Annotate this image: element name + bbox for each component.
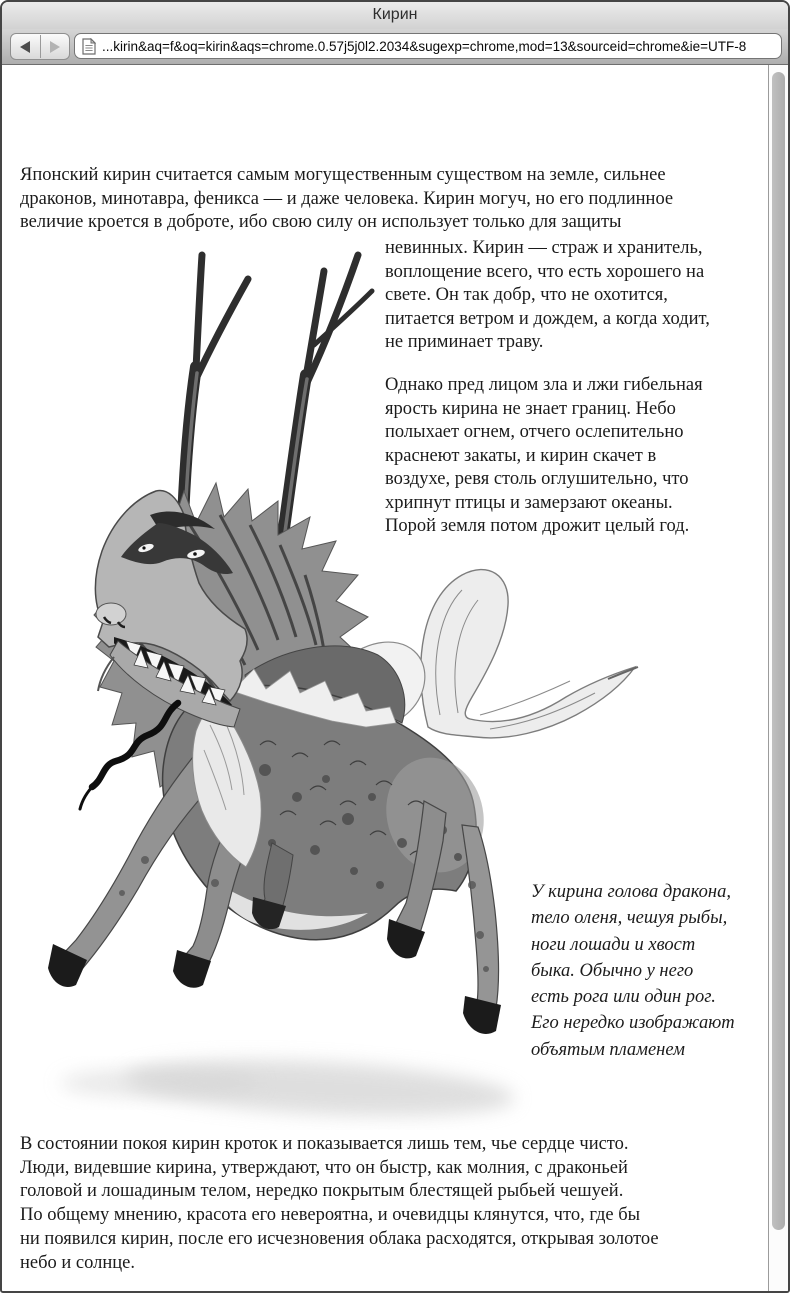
text-line: краснеют закаты, и кирин скачет в bbox=[385, 445, 657, 466]
ground-shadow bbox=[60, 1052, 516, 1124]
text-line: не приминает траву. bbox=[385, 332, 544, 352]
text-line: По общему мнению, красота его невероятна, и очевидцы клянутся, что, где бы bbox=[20, 1205, 641, 1226]
text-line: есть рога или один рог. bbox=[531, 987, 716, 1008]
text-line: драконов, минотавра, феникса — и даже человека. Кирин могуч, но его подлинное bbox=[20, 188, 674, 209]
nav-button-group bbox=[10, 33, 70, 60]
text-line: Порой земля потом дрожит целый год. bbox=[385, 516, 690, 536]
text-line: У кирина голова дракона, bbox=[531, 882, 731, 902]
scrollbar-thumb[interactable] bbox=[772, 72, 785, 1230]
text-line: ни появился кирин, после его исчезновения облака расходятся, открывая золотое bbox=[20, 1228, 659, 1249]
text-line: быка. Обычно у него bbox=[531, 960, 694, 981]
text-line: Люди, видевшие кирина, утверждают, что он быстр, как молния, с драконьей bbox=[20, 1157, 628, 1178]
text-line: питается ветром и дождем, а когда ходит, bbox=[385, 308, 710, 329]
tail bbox=[421, 570, 638, 738]
browser-toolbar bbox=[2, 29, 788, 65]
text-line: хрипнут птицы и замерзают океаны. bbox=[385, 492, 673, 513]
url-text: ...kirin&aq=f&oq=kirin&aqs=chrome.0.57j5j0l2.2034&sugexp=chrome,mod=13&sourceid=chrome&ie=UTF-8 bbox=[102, 38, 747, 54]
scrollbar[interactable] bbox=[768, 65, 788, 1291]
text-line: Однако пред лицом зла и лжи гибельная bbox=[385, 375, 703, 395]
text-line: объятым пламенем bbox=[531, 1039, 685, 1060]
paragraph-footer bbox=[20, 1133, 762, 1275]
page-title: Кирин bbox=[372, 6, 418, 23]
back-button[interactable] bbox=[11, 34, 40, 59]
text-line: свете. Он так добр, что не охотится, bbox=[385, 285, 668, 305]
text-line: тело оленя, чешуя рыбы, bbox=[531, 908, 728, 929]
forward-icon bbox=[50, 41, 60, 53]
text-line: величие кроется в доброте, ибо свою силу он использует только для защиты bbox=[20, 212, 622, 232]
back-icon bbox=[20, 41, 30, 53]
text-line: ноги лошади и хвост bbox=[531, 934, 696, 955]
content-area bbox=[2, 65, 788, 1291]
text-line: ярость кирина не знает границ. Небо bbox=[385, 398, 676, 419]
text-line: полыхает огнем, отчего ослепительно bbox=[385, 422, 684, 442]
text-line: Его нередко изображают bbox=[531, 1013, 735, 1034]
title-bar bbox=[2, 2, 788, 29]
address-bar[interactable] bbox=[74, 33, 782, 59]
text-line: воздухе, ревя столь оглушительно, что bbox=[385, 469, 689, 489]
text-line: В состоянии покоя кирин кроток и показывается лишь тем, чье сердце чисто. bbox=[20, 1134, 629, 1154]
text-line: невинных. Кирин — страж и хранитель, bbox=[385, 238, 703, 258]
page-document-icon bbox=[82, 38, 96, 55]
paragraph-wrap-1 bbox=[385, 237, 757, 355]
text-line: небо и солнце. bbox=[20, 1252, 136, 1273]
text-line: головой и лошадиным телом, нередко покрытым блестящей рыбьей чешуей. bbox=[20, 1181, 624, 1202]
paragraph-intro bbox=[20, 164, 760, 235]
text-line: Японский кирин считается самым могущественным существом на земле, сильнее bbox=[20, 165, 666, 185]
image-caption bbox=[531, 879, 767, 1063]
paragraph-wrap-2 bbox=[385, 374, 757, 539]
forward-button[interactable] bbox=[41, 34, 70, 59]
text-line: воплощение всего, что есть хорошего на bbox=[385, 261, 705, 282]
